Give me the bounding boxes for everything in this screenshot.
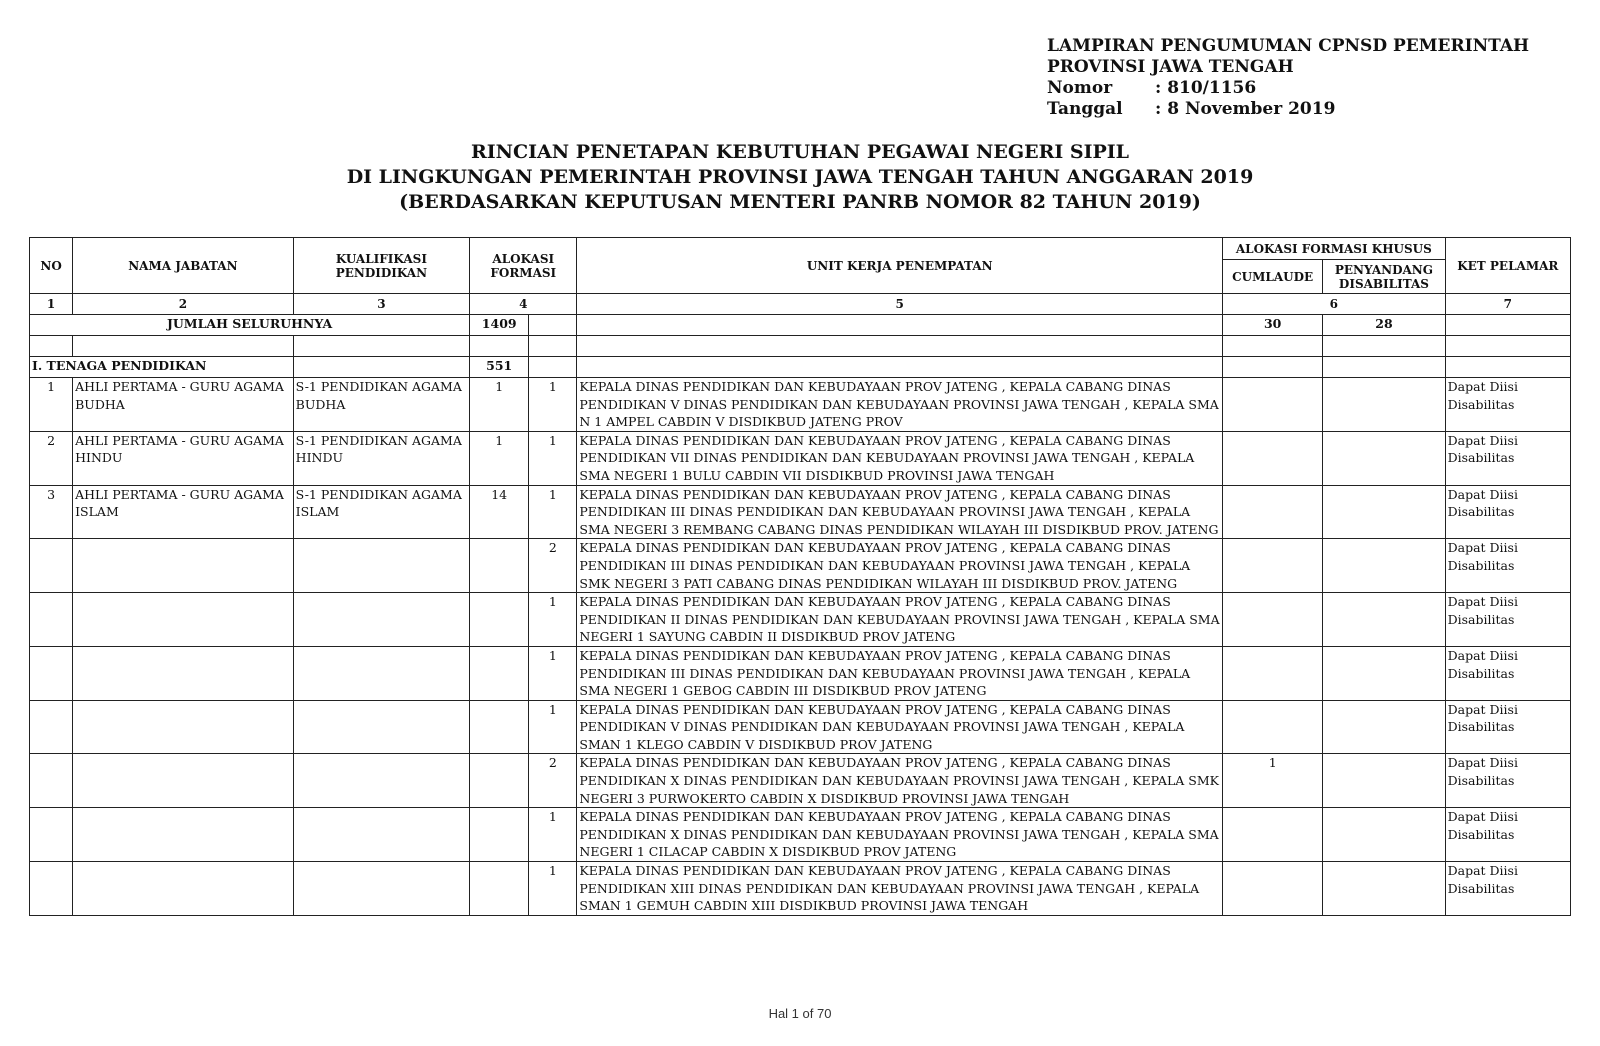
col-number-2: 2: [73, 294, 294, 315]
row-cumlaude: [1223, 485, 1323, 539]
col-number-3: 3: [293, 294, 469, 315]
col-number-7: 7: [1445, 294, 1570, 315]
header-line-1: LAMPIRAN PENGUMUMAN CPNSD PEMERINTAH: [1047, 36, 1530, 56]
row-sub-alokasi: 1: [529, 862, 577, 916]
row-cumlaude: [1223, 378, 1323, 432]
row-jabatan: [73, 754, 294, 808]
section-row: [30, 357, 1571, 378]
table-row: [30, 862, 1571, 916]
row-ket: Dapat Diisi Disabilitas: [1445, 378, 1570, 432]
row-alokasi: [470, 754, 529, 808]
row-no: [30, 862, 73, 916]
col-header-kualifikasi: KUALIFIKASI PENDIDIKAN: [293, 238, 469, 294]
row-unit-kerja: KEPALA DINAS PENDIDIKAN DAN KEBUDAYAAN PROV JATENG , KEPALA CABANG DINAS PENDIDIKAN III DINAS PENDIDIKAN DAN KEBUDAYAAN PROVINSI JAWA TENGAH , KEPALA SMK NEGERI 3 PATI CABANG DINAS PENDIDIKAN WILAYAH III DISDIKBUD PROV. JATENG: [577, 539, 1223, 593]
row-jabatan: [73, 808, 294, 862]
tanggal-value: : 8 November 2019: [1155, 99, 1336, 119]
row-kualifikasi: S-1 PENDIDIKAN AGAMA ISLAM: [293, 485, 469, 539]
row-cumlaude: [1223, 593, 1323, 647]
row-no: [30, 593, 73, 647]
row-disabilitas: [1323, 862, 1445, 916]
row-ket: Dapat Diisi Disabilitas: [1445, 431, 1570, 485]
row-disabilitas: [1323, 378, 1445, 432]
table-row: [30, 539, 1571, 593]
row-kualifikasi: S-1 PENDIDIKAN AGAMA HINDU: [293, 431, 469, 485]
summary-cumlaude: 30: [1223, 315, 1323, 336]
row-unit-kerja: KEPALA DINAS PENDIDIKAN DAN KEBUDAYAAN PROV JATENG , KEPALA CABANG DINAS PENDIDIKAN XIII DINAS PENDIDIKAN DAN KEBUDAYAAN PROVINSI JAWA TENGAH , KEPALA SMAN 1 GEMUH CABDIN XIII DISDIKBUD PROVINSI JAWA TENGAH: [577, 862, 1223, 916]
row-jabatan: [73, 862, 294, 916]
row-alokasi: 1: [470, 378, 529, 432]
row-kualifikasi: [293, 754, 469, 808]
summary-row: [30, 315, 1571, 336]
row-disabilitas: [1323, 646, 1445, 700]
col-header-cumlaude: CUMLAUDE: [1223, 260, 1323, 294]
row-alokasi: [470, 593, 529, 647]
row-ket: Dapat Diisi Disabilitas: [1445, 539, 1570, 593]
row-unit-kerja: KEPALA DINAS PENDIDIKAN DAN KEBUDAYAAN PROV JATENG , KEPALA CABANG DINAS PENDIDIKAN III DINAS PENDIDIKAN DAN KEBUDAYAAN PROVINSI JAWA TENGAH , KEPALA SMA NEGERI 1 GEBOG CABDIN III DISDIKBUD PROV JATENG: [577, 646, 1223, 700]
row-no: [30, 539, 73, 593]
row-cumlaude: [1223, 700, 1323, 754]
row-cumlaude: [1223, 646, 1323, 700]
row-no: [30, 700, 73, 754]
row-unit-kerja: KEPALA DINAS PENDIDIKAN DAN KEBUDAYAAN PROV JATENG , KEPALA CABANG DINAS PENDIDIKAN X DINAS PENDIDIKAN DAN KEBUDAYAAN PROVINSI JAWA TENGAH , KEPALA SMK NEGERI 3 PURWOKERTO CABDIN X DISDIKBUD PROVINSI JAWA TENGAH: [577, 754, 1223, 808]
col-number-4: 4: [470, 294, 577, 315]
row-disabilitas: [1323, 539, 1445, 593]
row-jabatan: [73, 646, 294, 700]
col-header-unit-kerja: UNIT KERJA PENEMPATAN: [577, 238, 1223, 294]
row-ket: Dapat Diisi Disabilitas: [1445, 593, 1570, 647]
header-line-2: PROVINSI JAWA TENGAH: [1047, 57, 1294, 77]
row-sub-alokasi: 1: [529, 378, 577, 432]
row-kualifikasi: [293, 646, 469, 700]
row-sub-alokasi: 1: [529, 646, 577, 700]
row-disabilitas: [1323, 431, 1445, 485]
header-tanggal: [1047, 99, 1529, 120]
summary-label: JUMLAH SELURUHNYA: [30, 315, 470, 336]
row-jabatan: AHLI PERTAMA - GURU AGAMA HINDU: [73, 431, 294, 485]
row-jabatan: [73, 700, 294, 754]
col-header-penyandang: PENYANDANG DISABILITAS: [1323, 260, 1445, 294]
table-row: [30, 754, 1571, 808]
document-header: [1047, 36, 1529, 120]
row-jabatan: AHLI PERTAMA - GURU AGAMA BUDHA: [73, 378, 294, 432]
title-line-2: DI LINGKUNGAN PEMERINTAH PROVINSI JAWA TENGAH TAHUN ANGGARAN 2019: [346, 166, 1254, 188]
row-sub-alokasi: 2: [529, 754, 577, 808]
row-cumlaude: [1223, 431, 1323, 485]
row-ket: Dapat Diisi Disabilitas: [1445, 646, 1570, 700]
row-sub-alokasi: 1: [529, 431, 577, 485]
row-sub-alokasi: 1: [529, 485, 577, 539]
col-number-5: 5: [577, 294, 1223, 315]
page-footer: Hal 1 of 70: [768, 1006, 832, 1021]
row-sub-alokasi: 2: [529, 539, 577, 593]
col-header-alokasi: ALOKASI FORMASI: [470, 238, 577, 294]
summary-total: 1409: [470, 315, 529, 336]
row-kualifikasi: S-1 PENDIDIKAN AGAMA BUDHA: [293, 378, 469, 432]
row-no: [30, 646, 73, 700]
row-alokasi: 14: [470, 485, 529, 539]
row-disabilitas: [1323, 754, 1445, 808]
row-alokasi: [470, 539, 529, 593]
row-unit-kerja: KEPALA DINAS PENDIDIKAN DAN KEBUDAYAAN PROV JATENG , KEPALA CABANG DINAS PENDIDIKAN II DINAS PENDIDIKAN DAN KEBUDAYAAN PROVINSI JAWA TENGAH , KEPALA SMA NEGERI 1 SAYUNG CABDIN II DISDIKBUD PROV JATENG: [577, 593, 1223, 647]
row-disabilitas: [1323, 485, 1445, 539]
row-ket: Dapat Diisi Disabilitas: [1445, 862, 1570, 916]
row-no: 3: [30, 485, 73, 539]
row-sub-alokasi: 1: [529, 700, 577, 754]
formation-table: [29, 237, 1571, 916]
row-disabilitas: [1323, 593, 1445, 647]
data-rows: [30, 378, 1571, 916]
blank-row: [30, 336, 1571, 357]
col-header-nama-jabatan: NAMA JABATAN: [73, 238, 294, 294]
row-jabatan: AHLI PERTAMA - GURU AGAMA ISLAM: [73, 485, 294, 539]
row-ket: Dapat Diisi Disabilitas: [1445, 808, 1570, 862]
row-sub-alokasi: 1: [529, 593, 577, 647]
row-ket: Dapat Diisi Disabilitas: [1445, 754, 1570, 808]
table-row: [30, 485, 1571, 539]
row-unit-kerja: KEPALA DINAS PENDIDIKAN DAN KEBUDAYAAN PROV JATENG , KEPALA CABANG DINAS PENDIDIKAN VII DINAS PENDIDIKAN DAN KEBUDAYAAN PROVINSI JAWA TENGAH , KEPALA SMA NEGERI 1 BULU CABDIN VII DISDIKBUD PROVINSI JAWA TENGAH: [577, 431, 1223, 485]
table-row: [30, 593, 1571, 647]
row-kualifikasi: [293, 808, 469, 862]
row-alokasi: 1: [470, 431, 529, 485]
table-row: [30, 646, 1571, 700]
row-unit-kerja: KEPALA DINAS PENDIDIKAN DAN KEBUDAYAAN PROV JATENG , KEPALA CABANG DINAS PENDIDIKAN III DINAS PENDIDIKAN DAN KEBUDAYAAN PROVINSI JAWA TENGAH , KEPALA SMA NEGERI 3 REMBANG CABANG DINAS PENDIDIKAN WILAYAH III DISDIKBUD PROV. JATENG: [577, 485, 1223, 539]
title-line-1: RINCIAN PENETAPAN KEBUTUHAN PEGAWAI NEGERI SIPIL: [470, 141, 1130, 163]
row-cumlaude: [1223, 808, 1323, 862]
table-row: [30, 431, 1571, 485]
row-disabilitas: [1323, 808, 1445, 862]
row-no: 1: [30, 378, 73, 432]
row-no: [30, 808, 73, 862]
row-kualifikasi: [293, 539, 469, 593]
row-alokasi: [470, 808, 529, 862]
row-unit-kerja: KEPALA DINAS PENDIDIKAN DAN KEBUDAYAAN PROV JATENG , KEPALA CABANG DINAS PENDIDIKAN X DINAS PENDIDIKAN DAN KEBUDAYAAN PROVINSI JAWA TENGAH , KEPALA SMA NEGERI 1 CILACAP CABDIN X DISDIKBUD PROV JATENG: [577, 808, 1223, 862]
section-label: I. TENAGA PENDIDIKAN: [30, 357, 294, 378]
row-ket: Dapat Diisi Disabilitas: [1445, 700, 1570, 754]
nomor-label: Nomor: [1047, 78, 1113, 98]
row-cumlaude: 1: [1223, 754, 1323, 808]
row-kualifikasi: [293, 700, 469, 754]
col-number-1: 1: [30, 294, 73, 315]
row-alokasi: [470, 646, 529, 700]
row-alokasi: [470, 700, 529, 754]
summary-disabilitas: 28: [1323, 315, 1445, 336]
header-nomor: [1047, 78, 1529, 99]
row-kualifikasi: [293, 593, 469, 647]
row-cumlaude: [1223, 862, 1323, 916]
tanggal-label: Tanggal: [1047, 99, 1123, 119]
table-row: [30, 700, 1571, 754]
row-unit-kerja: KEPALA DINAS PENDIDIKAN DAN KEBUDAYAAN PROV JATENG , KEPALA CABANG DINAS PENDIDIKAN V DINAS PENDIDIKAN DAN KEBUDAYAAN PROVINSI JAWA TENGAH , KEPALA SMA N 1 AMPEL CABDIN V DISDIKBUD JATENG PROV: [577, 378, 1223, 432]
row-jabatan: [73, 539, 294, 593]
col-header-no: NO: [30, 238, 73, 294]
row-sub-alokasi: 1: [529, 808, 577, 862]
row-kualifikasi: [293, 862, 469, 916]
document-title: [0, 140, 1600, 215]
row-cumlaude: [1223, 539, 1323, 593]
row-jabatan: [73, 593, 294, 647]
col-header-alokasi-khusus: ALOKASI FORMASI KHUSUS: [1223, 238, 1446, 260]
table-row: [30, 808, 1571, 862]
row-alokasi: [470, 862, 529, 916]
row-ket: Dapat Diisi Disabilitas: [1445, 485, 1570, 539]
title-line-3: (BERDASARKAN KEPUTUSAN MENTERI PANRB NOMOR 82 TAHUN 2019): [399, 191, 1201, 213]
nomor-value: : 810/1156: [1155, 78, 1257, 98]
row-no: 2: [30, 431, 73, 485]
col-header-ket: KET PELAMAR: [1445, 238, 1570, 294]
table-row: [30, 378, 1571, 432]
section-total: 551: [470, 357, 529, 378]
row-unit-kerja: KEPALA DINAS PENDIDIKAN DAN KEBUDAYAAN PROV JATENG , KEPALA CABANG DINAS PENDIDIKAN V DINAS PENDIDIKAN DAN KEBUDAYAAN PROVINSI JAWA TENGAH , KEPALA SMAN 1 KLEGO CABDIN V DISDIKBUD PROV JATENG: [577, 700, 1223, 754]
col-number-6: 6: [1223, 294, 1446, 315]
row-no: [30, 754, 73, 808]
row-disabilitas: [1323, 700, 1445, 754]
